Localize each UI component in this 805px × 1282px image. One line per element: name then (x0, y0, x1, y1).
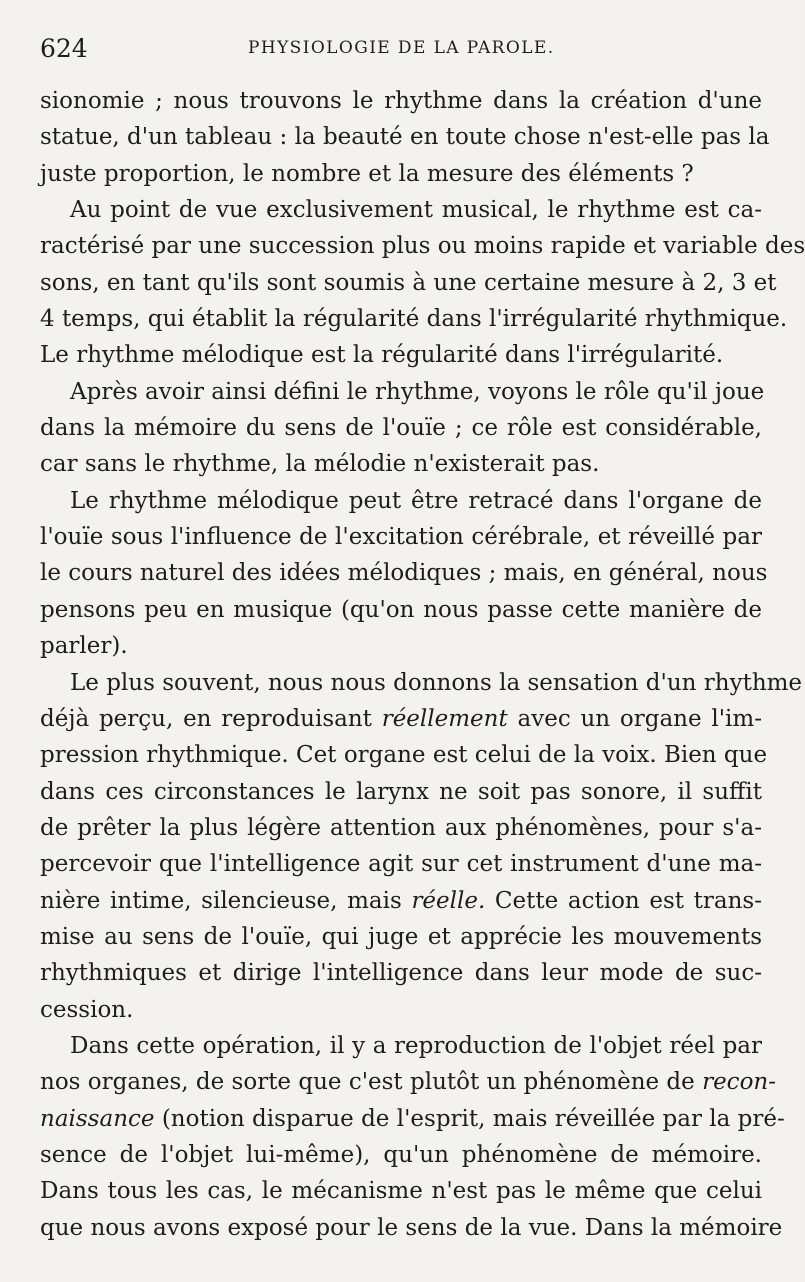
text-line: sionomie ; nous trouvons le rhythme dans la création d'une (40, 88, 762, 114)
text-line-with-italic (40, 701, 762, 737)
text-line: percevoir que l'intelligence agit sur cet instrument d'une ma- (40, 851, 762, 878)
text-line: 4 temps, qui établit la régularité dans l'irrégularité rhythmique. (40, 306, 788, 333)
text-fragment: avec un organe l'im- (507, 705, 762, 732)
italic-word: naissance (40, 1105, 155, 1132)
text-line: pression rhythmique. Cet organe est celui de la voix. Bien que (40, 742, 768, 769)
page-header (38, 34, 762, 66)
text-line: Le plus souvent, nous nous donnons la sensation d'un rhythme (70, 669, 803, 696)
text-fragment: déjà perçu, en reproduisant (40, 705, 382, 732)
text-line: Le rhythme mélodique peut être retracé dans l'organe de (70, 487, 762, 514)
italic-word: réelle. (411, 887, 486, 914)
text-line: Au point de vue exclusivement musical, le rhythme est ca- (70, 197, 762, 224)
text-line: Dans tous les cas, le mécanisme n'est pas le même que celui (40, 1178, 762, 1205)
text-line: rhythmiques et dirige l'intelligence dans leur mode de suc- (40, 960, 762, 987)
text-fragment: (notion disparue de l'esprit, mais réveillée par la pré- (154, 1105, 785, 1132)
text-fragment: nière intime, silencieuse, mais (40, 887, 412, 914)
text-line: pensons peu en musique (qu'on nous passe cette manière de (40, 596, 762, 623)
text-line-with-italic (40, 1064, 776, 1100)
text-line: sons, en tant qu'ils sont soumis à une certaine mesure à 2, 3 et (40, 269, 777, 296)
text-line: juste proportion, le nombre et la mesure des éléments ? (40, 160, 694, 187)
text-line: Dans cette opération, il y a reproduction de l'objet réel par (70, 1032, 762, 1059)
italic-word: recon- (702, 1069, 776, 1096)
page-number: 624 (40, 34, 88, 63)
text-line-with-italic (40, 883, 762, 919)
text-line: mise au sens de l'ouïe, qui juge et apprécie les mouvements (40, 923, 762, 950)
text-line: parler). (40, 633, 128, 660)
text-line: le cours naturel des idées mélodiques ; mais, en général, nous (40, 560, 768, 587)
text-line: statue, d'un tableau : la beauté en toute chose n'est-elle pas la (40, 124, 770, 151)
text-line: dans la mémoire du sens de l'ouïe ; ce rôle est considérable, (40, 415, 762, 442)
text-line: ractérisé par une succession plus ou moins rapide et variable des (40, 233, 805, 260)
text-line-with-italic (40, 1101, 785, 1137)
text-line: que nous avons exposé pour le sens de la vue. Dans la mémoire (40, 1214, 783, 1241)
text-line: de prêter la plus légère attention aux phénomènes, pour s'a- (40, 814, 762, 841)
text-fragment: Cette action est trans- (485, 887, 762, 914)
text-line: cession. (40, 996, 134, 1023)
text-line: dans ces circonstances le larynx ne soit pas sonore, il suffit (40, 778, 762, 805)
running-title: PHYSIOLOGIE DE LA PAROLE. (248, 38, 555, 58)
text-line: Après avoir ainsi défini le rhythme, voyons le rôle qu'il joue (70, 378, 765, 405)
text-line: l'ouïe sous l'influence de l'excitation cérébrale, et réveillé par (40, 524, 762, 551)
body-text (40, 83, 805, 1246)
text-line: Le rhythme mélodique est la régularité dans l'irrégularité. (40, 342, 724, 369)
text-line: car sans le rhythme, la mélodie n'existerait pas. (40, 451, 600, 478)
text-fragment: nos organes, de sorte que c'est plutôt un phénomène de (40, 1069, 703, 1096)
italic-word: réellement (381, 705, 508, 732)
text-line: sence de l'objet lui-même), qu'un phénomène de mémoire. (40, 1141, 762, 1168)
